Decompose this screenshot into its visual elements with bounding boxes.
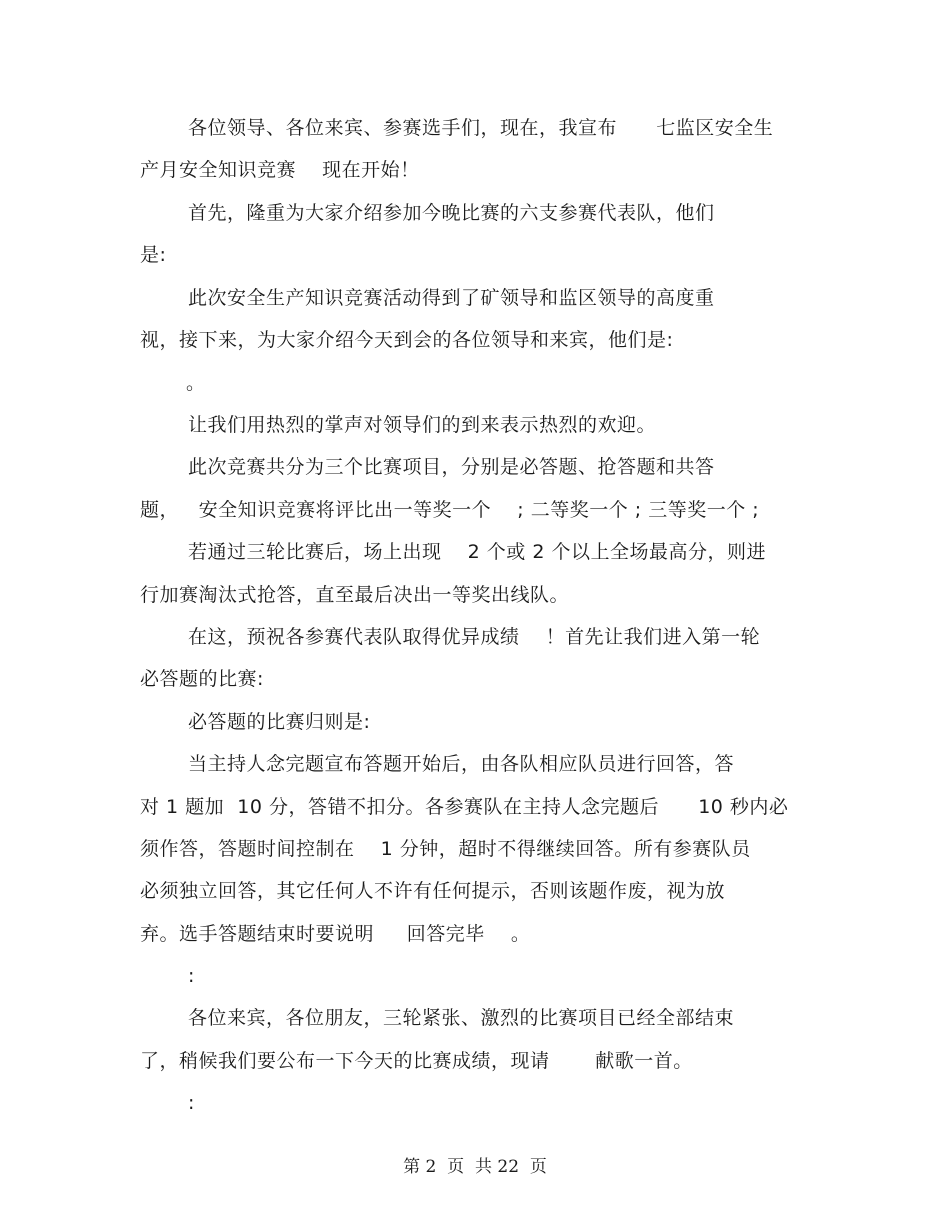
text-line: 必答题的比赛: <box>140 668 264 690</box>
text-line: 弃。选手答题结束时要说明 回答完毕 。 <box>140 923 531 945</box>
text-line: : <box>188 965 195 987</box>
text-line: 行加赛淘汰式抢答，直至最后决出一等奖出线队。 <box>140 584 570 606</box>
text-line: 须作答，答题时间控制在 1 分钟，超时不得继续回答。所有参赛队员 <box>140 838 751 860</box>
text-line: 各位领导、各位来宾、参赛选手们，现在，我宣布 七监区安全生 <box>188 117 774 139</box>
text-line: 在这，预祝各参赛代表队取得优异成绩 ！首先让我们进入第一轮 <box>188 626 761 648</box>
text-line: 首先，隆重为大家介绍参加今晚比赛的六支参赛代表队，他们 <box>188 202 715 224</box>
text-line: 必答题的比赛归则是: <box>188 711 371 733</box>
text-line: 视，接下来，为大家介绍今天到会的各位领导和来宾，他们是: <box>140 329 674 351</box>
text-line: 产月安全知识竞赛 现在开始！ <box>140 159 420 181</box>
text-line: 是: <box>140 244 167 266</box>
text-line: 当主持人念完题宣布答题开始后，由各队相应队员进行回答，答 <box>188 753 735 775</box>
text-line: 题， 安全知识竞赛将评比出一等奖一个 ; 二等奖一个 ; 三等奖一个 ; <box>140 499 760 521</box>
text-line: 此次安全生产知识竞赛活动得到了矿领导和监区领导的高度重 <box>188 287 715 309</box>
text-line: 让我们用热烈的掌声对领导们的到来表示热烈的欢迎。 <box>188 414 657 436</box>
text-line: 各位来宾，各位朋友，三轮紧张、激烈的比赛项目已经全部结束 <box>188 1007 735 1029</box>
text-line: 了，稍候我们要公布一下今天的比赛成绩，现请 献歌一首。 <box>140 1050 693 1072</box>
page-number-footer: 第 2 页 共 22 页 <box>403 1157 547 1177</box>
text-line: : <box>188 1092 195 1114</box>
text-line: 此次竞赛共分为三个比赛项目，分别是必答题、抢答题和共答 <box>188 456 715 478</box>
text-line: 若通过三轮比赛后，场上出现 2 个或 2 个以上全场最高分，则进 <box>188 541 766 563</box>
text-line: 。 <box>186 372 206 394</box>
text-line: 对 1 题加 10 分，答错不扣分。各参赛队在主持人念完题后 10 秒内必 <box>140 796 789 818</box>
text-line: 必须独立回答，其它任何人不许有任何提示，否则该题作废，视为放 <box>140 880 726 902</box>
